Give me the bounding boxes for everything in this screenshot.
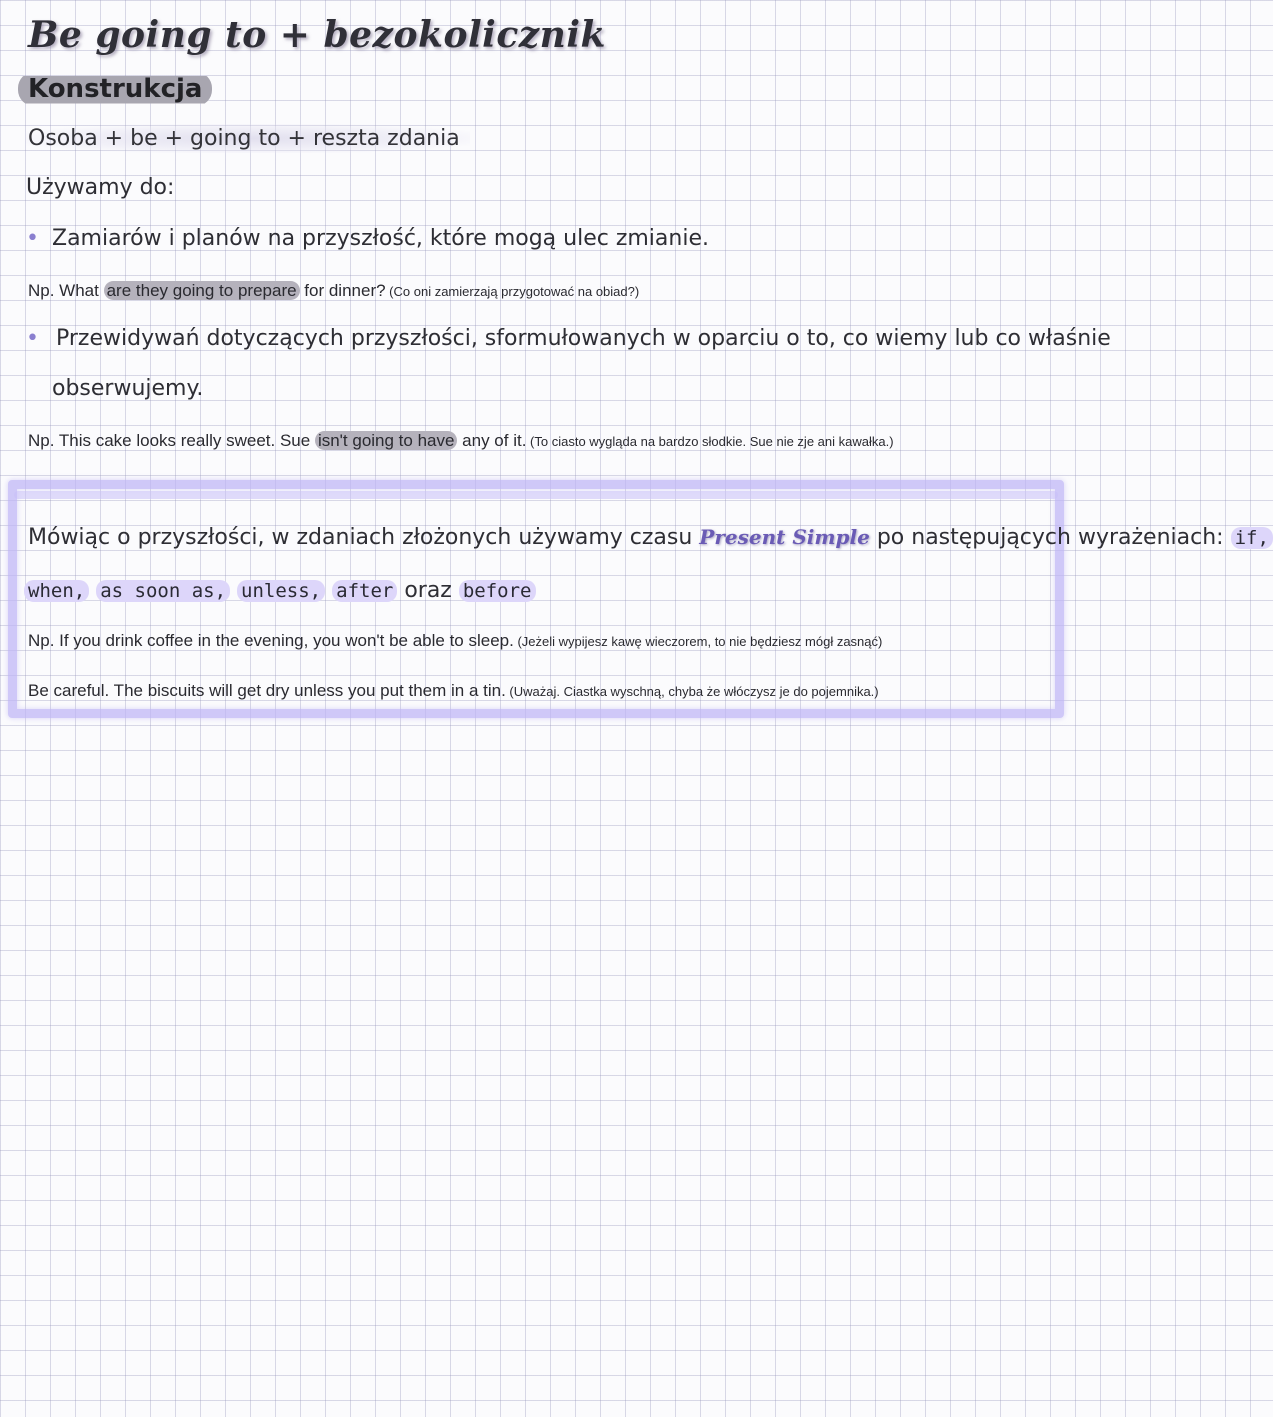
keyword-as-soon-as: as soon as, (96, 580, 230, 602)
example-1-prefix: Np. What (28, 281, 104, 300)
example-4-text: Be careful. The biscuits will get dry unless you put them in a tin. (28, 681, 506, 700)
rule-text-1: Mówiąc o przyszłości, w zdaniach złożonych używamy czasu (28, 525, 700, 550)
example-2-translation: (To ciasto wygląda na bardzo słodkie. Sue nie zje ani kawałka.) (526, 434, 894, 449)
keyword-if: if, (1231, 527, 1273, 549)
example-1-highlight: are they going to prepare (104, 281, 300, 300)
bullet-dot-1: • (26, 226, 39, 251)
example-3 (28, 631, 882, 651)
bullet-text-2-continuation: obserwujemy. (52, 376, 204, 401)
keyword-when: when, (24, 580, 89, 602)
bullet-text-1: Zamiarów i planów na przyszłość, które mogą ulec zmianie. (52, 226, 709, 251)
section-label-konstrukcja: Konstrukcja (18, 72, 212, 106)
rule-line-2 (24, 578, 536, 603)
uses-heading: Używamy do: (26, 175, 175, 200)
bullet-dot-2: • (26, 326, 39, 351)
example-1-translation: (Co oni zamierzają przygotować na obiad?) (385, 284, 640, 299)
example-2-highlight: isn't going to have (315, 431, 458, 450)
example-1-suffix: for dinner? (299, 281, 386, 300)
example-2-prefix: Np. This cake looks really sweet. Sue (28, 431, 315, 450)
example-1 (28, 281, 639, 301)
rule-oraz: oraz (397, 578, 459, 603)
keyword-unless: unless, (237, 580, 325, 602)
example-3-text: Np. If you drink coffee in the evening, you won't be able to sleep. (28, 631, 514, 650)
highlight-frame-top-stroke (14, 491, 1058, 499)
example-3-translation: (Jeżeli wypijesz kawę wieczorem, to nie będziesz mógł zasnąć) (513, 634, 883, 649)
example-4-translation: (Uważaj. Ciastka wyschną, chyba że włóczysz je do pojemnika.) (505, 684, 879, 699)
page-title: Be going to + bezokolicznik (28, 14, 606, 56)
keyword-after: after (332, 580, 397, 602)
construction-formula: Osoba + be + going to + reszta zdania (26, 124, 470, 153)
example-4 (28, 681, 879, 701)
rule-line-1 (28, 525, 1273, 550)
keyword-before: before (459, 580, 536, 602)
example-2 (28, 431, 894, 451)
bullet-text-2: Przewidywań dotyczących przyszłości, sformułowanych w oparciu o to, co wiemy lub co właśnie (56, 326, 1111, 351)
example-2-suffix: any of it. (457, 431, 527, 450)
present-simple-label: Present Simple (699, 525, 870, 549)
rule-text-2: po następujących wyrażeniach: (869, 525, 1231, 550)
